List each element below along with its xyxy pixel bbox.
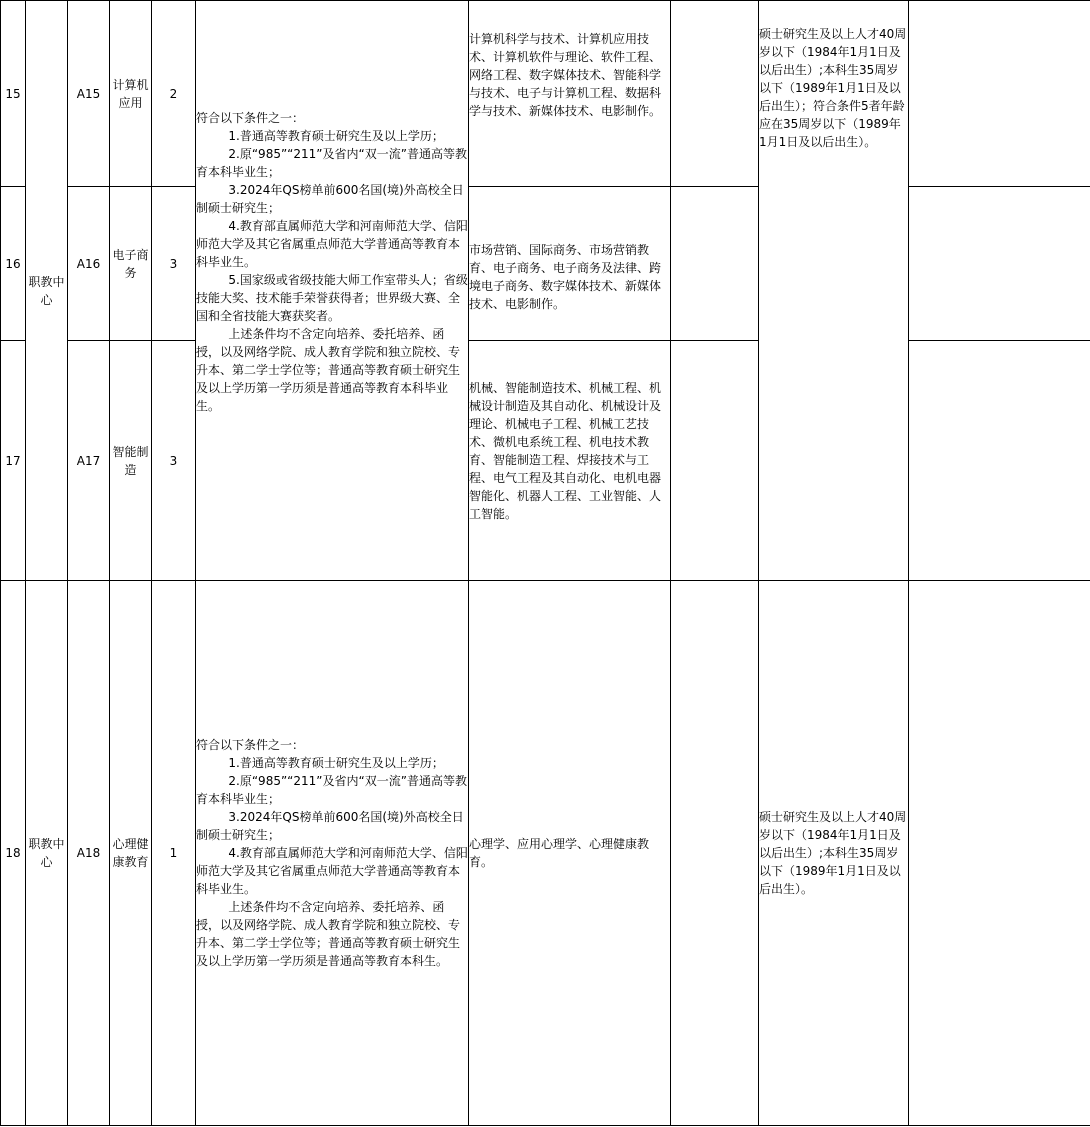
row-number: 17 [1,341,26,581]
age-requirement-cell: 硕士研究生及以上人才40周岁以下（1984年1月1日及以后出生）;本科生35周岁以下（1989年1月1日及以后出生）；符合条件5者年龄应在35周岁以下（1989年1月1日及以后出生）。 [759,1,909,581]
position-code: A15 [68,1,110,187]
table-row [1,581,1090,1126]
empty-cell [909,581,1090,1126]
position-name: 电子商务 [110,187,152,341]
condition-item: 2.原“985”“211”及省内“双一流”普通高等教育本科毕业生； [196,774,467,806]
condition-item: 3.2024年QS榜单前600名国(境)外高校全日制硕士研究生； [196,183,464,215]
majors-cell: 市场营销、国际商务、市场营销教育、电子商务、电子商务及法律、跨境电子商务、数字媒体技术、新媒体技术、电影制作。 [469,187,671,341]
hire-count: 1 [152,581,196,1126]
table-row [1,341,1090,581]
conditions-intro: 符合以下条件之一： [196,738,305,752]
row-number: 18 [1,581,26,1126]
position-name: 智能制造 [110,341,152,581]
condition-item: 4.教育部直属师范大学和河南师范大学、信阳师范大学及其它省属重点师范大学普通高等教育本科毕业生。 [196,219,468,269]
condition-item: 4.教育部直属师范大学和河南师范大学、信阳师范大学及其它省属重点师范大学普通高等教育本科毕业生。 [196,846,468,896]
unit-cell: 职教中心 [26,1,68,581]
majors-cell: 机械、智能制造技术、机械工程、机械设计制造及其自动化、机械设计及理论、机械电子工程、机械工艺技术、微机电系统工程、机电技术教育、智能制造工程、焊接技术与工程、电气工程及其自动化、电机电器智能化、机器人工程、工业智能、人工智能。 [469,341,671,581]
table-row [1,187,1090,341]
condition-item: 3.2024年QS榜单前600名国(境)外高校全日制硕士研究生； [196,810,464,842]
majors-cell: 计算机科学与技术、计算机应用技术、计算机软件与理论、软件工程、网络工程、数字媒体技术、智能科学与技术、电子与计算机工程、数据科学与技术、新媒体技术、电影制作。 [469,1,671,187]
position-name: 计算机应用 [110,1,152,187]
empty-cell [909,1,1090,187]
hire-count: 2 [152,1,196,187]
conditions-note: 上述条件均不含定向培养、委托培养、函授，以及网络学院、成人教育学院和独立院校、专升本、第二学士学位等；普通高等教育硕士研究生及以上学历第一学历须是普通高等教育本科生。 [196,900,461,968]
hire-count: 3 [152,341,196,581]
position-code: A16 [68,187,110,341]
position-code: A17 [68,341,110,581]
age-requirement-cell: 硕士研究生及以上人才40周岁以下（1984年1月1日及以后出生）;本科生35周岁以下（1989年1月1日及以后出生）。 [759,581,909,1126]
empty-cell [671,187,759,341]
empty-cell [909,187,1090,341]
condition-item: 1.普通高等教育硕士研究生及以上学历； [228,129,444,143]
position-code: A18 [68,581,110,1126]
conditions-note: 上述条件均不含定向培养、委托培养、函授，以及网络学院、成人教育学院和独立院校、专升本、第二学士学位等；普通高等教育硕士研究生及以上学历第一学历须是普通高等教育本科毕业生。 [196,327,461,413]
conditions-intro: 符合以下条件之一： [196,111,305,125]
conditions-cell [196,1,469,581]
condition-item: 2.原“985”“211”及省内“双一流”普通高等教育本科毕业生； [196,147,467,179]
hire-count: 3 [152,187,196,341]
table-row [1,1,1090,187]
condition-item: 5.国家级或省级技能大师工作室带头人；省级技能大奖、技术能手荣誉获得者；世界级大赛、全国和全省技能大赛获奖者。 [196,273,468,323]
row-number: 16 [1,187,26,341]
position-name: 心理健康教育 [110,581,152,1126]
majors-cell: 心理学、应用心理学、心理健康教育。 [469,581,671,1126]
empty-cell [671,581,759,1126]
row-number: 15 [1,1,26,187]
empty-cell [909,341,1090,581]
empty-cell [671,1,759,187]
unit-cell: 职教中心 [26,581,68,1126]
empty-cell [671,341,759,581]
conditions-cell [196,581,469,1126]
condition-item: 1.普通高等教育硕士研究生及以上学历； [228,756,444,770]
